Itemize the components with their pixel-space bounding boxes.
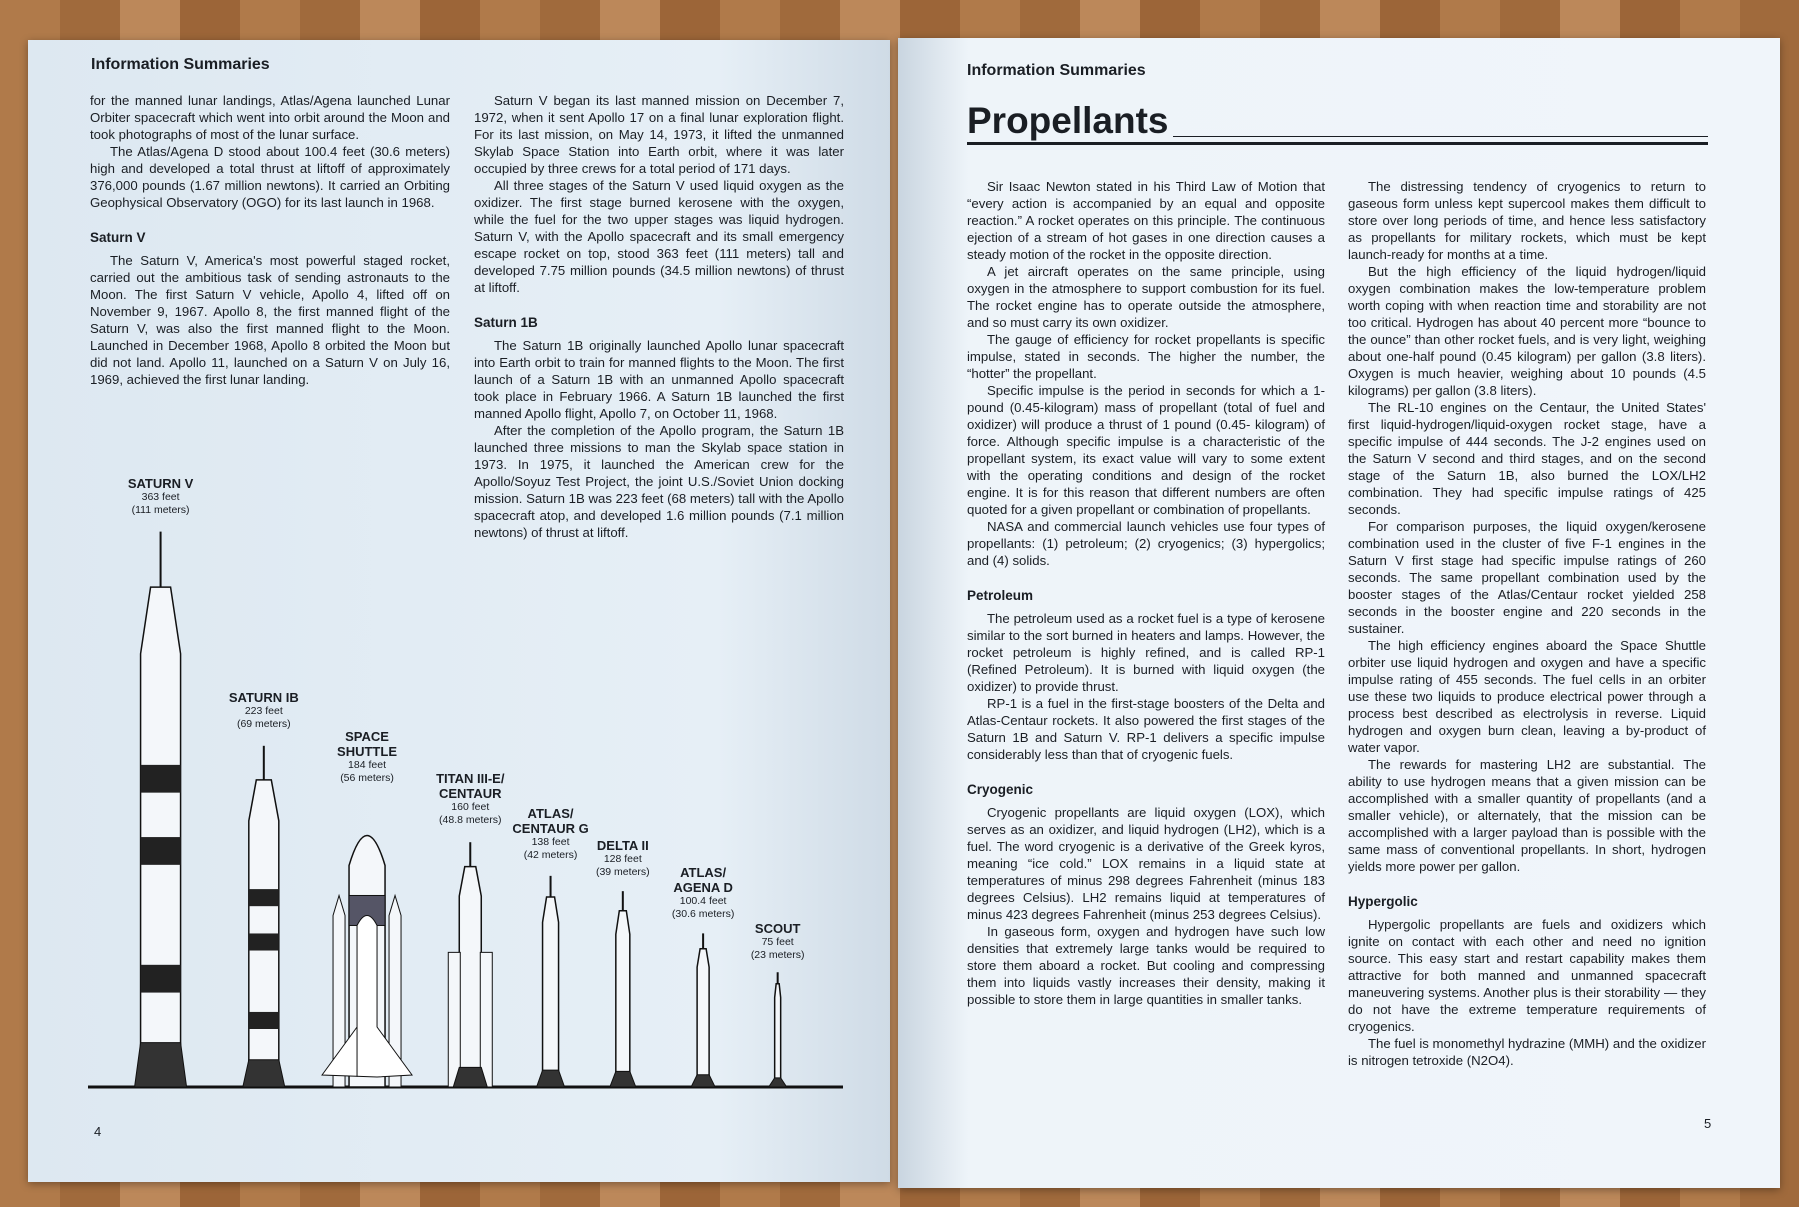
section-heading: Cryogenic [967, 782, 1034, 797]
page-title: Propellants [967, 100, 1169, 141]
paragraph: RP-1 is a fuel in the first-stage boosters of the Delta and Atlas-Centaur rockets. It also powered the first stages of the Saturn 1B and Saturn V. RP-1 delivers a specific impulse considerably less than that of cryogenic fuels. [967, 696, 1325, 762]
paragraph: A jet aircraft operates on the same principle, using oxygen in the atmosphere to support combustion for its fuel. The rocket engine has to operate outside the atmosphere, and so must carry its own oxidizer. [967, 264, 1325, 330]
rocket-name: DELTA II [596, 838, 649, 854]
rocket-label [751, 921, 805, 962]
paragraph: The RL-10 engines on the Centaur, the United States' first liquid-hydrogen/liquid-oxygen rocket stage, have a specific impulse of 444 seconds. The J-2 engines used on the Saturn V second and third stages, and on the second stage of the Saturn 1B, also burned the LOX/LH2 combination. They had specific impulse ratings of 425 seconds. [1348, 400, 1706, 517]
rocket-height-meters: (69 meters) [236, 718, 291, 731]
rocket-height-feet: 184 feet [348, 759, 386, 772]
paragraph: Cryogenic propellants are liquid oxygen (LOX), which serves as an oxidizer, and liquid hydrogen (LH2), which is a fuel. The word cryogenic is a derivative of the Greek kyros, meaning “ice cold.” LOX remains in a liquid state at temperatures of minus 298 degrees Fahrenheit (minus 183 degrees Celsius). LH2 remains liquid at temperatures of minus 423 degrees Fahrenheit (minus 253 degrees Celsius). [967, 805, 1325, 922]
paragraph: The Saturn 1B originally launched Apollo lunar spacecraft into Earth orbit to train for manned flights to the Moon. The first launch of a Saturn 1B with an unmanned Apollo spacecraft took place in February 1966. A Saturn 1B launched the first manned Apollo flight, Apollo 7, on October 11, 1968. [474, 338, 844, 421]
rocket-label [506, 806, 596, 862]
rocket-label [322, 729, 412, 785]
rocket-height-feet: 363 feet [141, 491, 180, 503]
rocket-drawing [610, 891, 636, 1087]
rocket-drawing [691, 933, 715, 1087]
column-right-2 [1348, 178, 1706, 1069]
rocket-label [596, 838, 650, 879]
rocket-name: TITAN III-E/ CENTAUR [436, 770, 505, 801]
paragraph: The distressing tendency of cryogenics to return to gaseous form unless kept supercool makes them difficult to store over long periods of time, and hence less satisfactory as propellants for military rockets, which must be kept launch-ready for months at a time. [1348, 179, 1706, 262]
rocket-name: SATURN IB [228, 690, 299, 706]
rocket-label [425, 771, 515, 827]
column-left-1 [90, 92, 450, 388]
rocket-drawing [769, 972, 787, 1087]
paragraph: The rewards for mastering LH2 are substantial. The ability to use hydrogen means that a given mission can be accomplished with a smaller quantity of propellants (and a smaller vehicle), or alternately, that the mission can be accomplished with a larger payload than is possible with the same mass of conventional propellants. In short, hydrogen yields more power per gallon. [1348, 757, 1706, 874]
running-header: Information Summaries [91, 56, 270, 73]
rocket-drawing [135, 532, 187, 1087]
rocket-height-meters: (56 meters) [340, 772, 394, 785]
paragraph: NASA and commercial launch vehicles use four types of propellants: (1) petroleum; (2) cryogenics; (3) hypergolics; and (4) solids. [967, 519, 1325, 568]
paragraph: After the completion of the Apollo program, the Saturn 1B launched three missions to man the Skylab space station in 1973. In 1975, it launched the American crew for the Apollo/Soyuz Test Project, the joint U.S./Soviet Union docking mission. Saturn 1B was 223 feet (68 meters) tall with the Apollo spacecraft atop, and developed 1.6 million pounds (7.1 million newtons) of thrust at liftoff. [474, 423, 844, 540]
paragraph: Hypergolic propellants are fuels and oxidizers which ignite on contact with each other and need no ignition source. This easy start and restart capability makes them attractive for both manned and unmanned spacecraft maneuvering systems. Another plus is their storability — they do not have the extreme temperature requirements of cryogenics. [1348, 917, 1706, 1034]
paragraph: The fuel is monomethyl hydrazine (MMH) and the oxidizer is nitrogen tetroxide (N2O4). [1348, 1036, 1706, 1068]
running-header: Information Summaries [967, 62, 1146, 79]
rocket-name: SATURN V [127, 476, 194, 491]
paragraph: Saturn V began its last manned mission on December 7, 1972, when it sent Apollo 17 on a final lunar exploration flight. For its last mission, on May 14, 1973, it lifted the unmanned Skylab Space Station into Earth orbit, where it was later occupied by three crews for a total period of 171 days. [474, 93, 844, 176]
section-heading: Saturn V [90, 230, 146, 245]
rocket-height-meters: (42 meters) [523, 849, 578, 862]
rocket-height-feet: 160 feet [451, 800, 490, 813]
paragraph: The petroleum used as a rocket fuel is a type of kerosene similar to the sort burned in heaters and lamps. However, the rocket petroleum is highly refined, and is called RP-1 (Refined Petroleum). It is burned with liquid oxygen (the oxidizer) to provide thrust. [967, 611, 1325, 694]
rocket-label [229, 690, 299, 731]
column-right-1 [967, 178, 1325, 1008]
rocket-height-feet: 223 feet [244, 705, 283, 718]
rocket-height-feet: 128 feet [603, 853, 642, 866]
paragraph: Sir Isaac Newton stated in his Third Law of Motion that “every action is accompanied by an equal and opposite reaction.” A rocket operates on this principle. The continuous ejection of a stream of hot gases in one direction causes a steady motion of the rocket in the opposite direction. [967, 179, 1325, 262]
title-underline [1173, 136, 1708, 137]
rocket-drawing [243, 746, 285, 1087]
right-page [898, 38, 1780, 1188]
rocket-height-feet: 138 feet [531, 836, 570, 849]
rocket-drawing [322, 835, 412, 1087]
paragraph: The Saturn V, America's most powerful staged rocket, carried out the ambitious task of sending astronauts to the Moon. The first Saturn V vehicle, Apollo 4, lifted off on November 9, 1967. Apollo 8, the first manned flight of the Saturn V, was also the first manned flight to the Moon. Launched in December 1968, Apollo 8 orbited the Moon but did not land. Apollo 11, launched on a Saturn V on July 16, 1969, achieved the first lunar landing. [90, 253, 450, 387]
paragraph: The gauge of efficiency for rocket propellants is specific impulse, stated in seconds. The higher the number, the “hotter” the propellant. [967, 332, 1325, 381]
rocket-height-meters: (39 meters) [595, 866, 650, 879]
rocket-height-meters: (111 meters) [131, 504, 190, 516]
rocket-name: SPACE SHUTTLE [337, 729, 397, 760]
section-heading: Saturn 1B [474, 315, 538, 330]
paragraph: for the manned lunar landings, Atlas/Agena launched Lunar Orbiter spacecraft which went into orbit around the Moon and took photographs of most of the lunar surface. [90, 93, 450, 142]
paragraph: The Atlas/Agena D stood about 100.4 feet (30.6 meters) high and developed a total thrust at liftoff of approximately 376,000 pounds (1.67 million newtons). It carried an Orbiting Geophysical Observatory (OGO) for its last launch in 1968. [90, 144, 450, 210]
paragraph: In gaseous form, oxygen and hydrogen have such low densities that extremely large tanks would be required to store them aboard a rocket. But cooling and compressing them into liquids vastly increases their density, making it possible to store them in large quantities in smaller tanks. [967, 924, 1325, 1007]
rocket-height-meters: (23 meters) [750, 949, 805, 962]
rocket-label [128, 476, 193, 517]
paragraph: For comparison purposes, the liquid oxygen/kerosene combination used in the cluster of five F-1 engines in the Saturn V first stage had specific impulse ratings of 260 seconds. The same propellant combination used by the booster stages of the Atlas/Centaur rocket yielded 258 seconds in the booster engine and 220 seconds in the sustainer. [1348, 519, 1706, 636]
page-number: 4 [94, 1124, 102, 1139]
rocket-height-feet: 100.4 feet [679, 894, 727, 907]
paragraph: Specific impulse is the period in seconds for which a 1-pound (0.45-kilogram) mass of propellant (total of fuel and oxidizer) will produce a thrust of 1 pound (0.45- kilogram) of force. Although specific impulse is a characteristic of the propellant system, its exact value will vary to some extent with the operating conditions and design of the rocket engine. It is for this reason that different numbers are often quoted for a given propellant or combination of propellants. [967, 383, 1325, 517]
rocket-drawing [448, 842, 492, 1087]
rocket-name: SCOUT [754, 921, 801, 937]
rocket-name: ATLAS/ AGENA D [673, 864, 733, 895]
rocket-drawing [537, 876, 565, 1087]
rocket-height-meters: (48.8 meters) [439, 813, 502, 826]
section-heading: Petroleum [967, 588, 1034, 603]
rocket-height-meters: (30.6 meters) [671, 907, 735, 920]
rocket-label [658, 865, 748, 921]
section-heading: Hypergolic [1348, 894, 1418, 909]
title-rule [967, 142, 1708, 145]
rocket-height-feet: 75 feet [761, 936, 794, 949]
paragraph: The high efficiency engines aboard the Space Shuttle orbiter use liquid hydrogen and oxygen and have a specific impulse rating of 455 seconds. The fuel cells in an orbiter use these two liquids to produce electrical power through a process best described as electrolysis in reverse. Liquid hydrogen and oxygen burn clean, leaving a by-product of water vapor. [1348, 638, 1706, 755]
rocket-name: ATLAS/ CENTAUR G [512, 806, 589, 837]
paragraph: But the high efficiency of the liquid hydrogen/liquid oxygen combination makes the low-temperature problem worth coping with when reaction time and storability are not too critical. Hydrogen has about 40 percent more “bounce to the ounce” than other rocket fuels, and is very light, weighing about one-half pound (0.45 kilogram) per gallon (3.8 liters). Oxygen is much heavier, weighing about 10 pounds (4.5 kilograms) per gallon (3.8 liters). [1348, 264, 1706, 398]
paragraph: All three stages of the Saturn V used liquid oxygen as the oxidizer. The first stage burned kerosene with the oxygen, while the fuel for the two upper stages was liquid hydrogen. Saturn V, with the Apollo spacecraft and its small emergency escape rocket on top, stood 363 feet (111 meters) tall and developed 7.75 million pounds (34.5 million newtons) of thrust at liftoff. [474, 178, 844, 295]
page-number: 5 [1704, 1116, 1712, 1131]
